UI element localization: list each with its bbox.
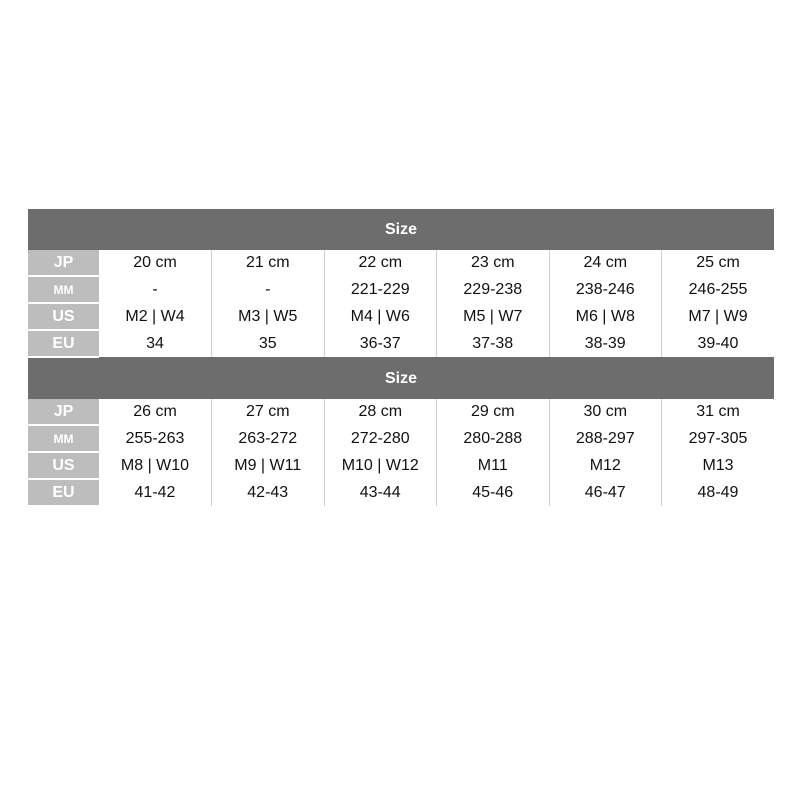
table-cell: 238-246 (549, 276, 662, 303)
table-cell: M13 (662, 452, 775, 479)
table-cell: M7 | W9 (662, 303, 775, 330)
size-table-body (28, 209, 774, 506)
table-cell: - (99, 276, 212, 303)
table-cell: 48-49 (662, 479, 775, 506)
table-cell: 24 cm (549, 250, 662, 276)
table-cell: M9 | W11 (212, 452, 325, 479)
table-row (28, 425, 774, 452)
table-row (28, 452, 774, 479)
table-cell: 20 cm (99, 250, 212, 276)
table-row (28, 479, 774, 506)
table-cell: 41-42 (99, 479, 212, 506)
table-cell: M10 | W12 (324, 452, 437, 479)
table-cell: 39-40 (662, 330, 775, 357)
table-cell: 37-38 (437, 330, 550, 357)
table-cell: 229-238 (437, 276, 550, 303)
size-header: Size (28, 357, 774, 399)
table-cell: 21 cm (212, 250, 325, 276)
row-label-eu: EU (28, 479, 99, 506)
table-row (28, 250, 774, 276)
table-cell: M8 | W10 (99, 452, 212, 479)
table-cell: 255-263 (99, 425, 212, 452)
table-row (28, 276, 774, 303)
size-header: Size (28, 209, 774, 250)
table-cell: 23 cm (437, 250, 550, 276)
table-cell: 246-255 (662, 276, 775, 303)
table-cell: M5 | W7 (437, 303, 550, 330)
table-cell: 38-39 (549, 330, 662, 357)
table-cell: 43-44 (324, 479, 437, 506)
table-cell: 27 cm (212, 399, 325, 425)
row-label-jp: JP (28, 399, 99, 425)
size-table (28, 209, 774, 507)
table-cell: M2 | W4 (99, 303, 212, 330)
table-row (28, 399, 774, 425)
table-cell: 25 cm (662, 250, 775, 276)
table-cell: 297-305 (662, 425, 775, 452)
table-cell: 221-229 (324, 276, 437, 303)
table-cell: 31 cm (662, 399, 775, 425)
table-cell: 45-46 (437, 479, 550, 506)
row-label-mm: MM (28, 276, 99, 303)
table-cell: 288-297 (549, 425, 662, 452)
table-cell: 34 (99, 330, 212, 357)
size-chart (28, 209, 774, 507)
table-cell: 36-37 (324, 330, 437, 357)
row-label-jp: JP (28, 250, 99, 276)
row-label-us: US (28, 452, 99, 479)
table-cell: 42-43 (212, 479, 325, 506)
table-cell: 30 cm (549, 399, 662, 425)
table-cell: 46-47 (549, 479, 662, 506)
table-cell: 29 cm (437, 399, 550, 425)
table-cell: 22 cm (324, 250, 437, 276)
table-cell: 28 cm (324, 399, 437, 425)
size-header-row (28, 357, 774, 399)
row-label-eu: EU (28, 330, 99, 357)
table-cell: M11 (437, 452, 550, 479)
table-cell: M6 | W8 (549, 303, 662, 330)
row-label-us: US (28, 303, 99, 330)
table-cell: M4 | W6 (324, 303, 437, 330)
table-cell: 280-288 (437, 425, 550, 452)
table-cell: 272-280 (324, 425, 437, 452)
size-header-row (28, 209, 774, 250)
row-label-mm: MM (28, 425, 99, 452)
table-cell: 26 cm (99, 399, 212, 425)
table-cell: 35 (212, 330, 325, 357)
table-cell: M12 (549, 452, 662, 479)
table-cell: 263-272 (212, 425, 325, 452)
table-row (28, 330, 774, 357)
table-cell: - (212, 276, 325, 303)
table-row (28, 303, 774, 330)
table-cell: M3 | W5 (212, 303, 325, 330)
